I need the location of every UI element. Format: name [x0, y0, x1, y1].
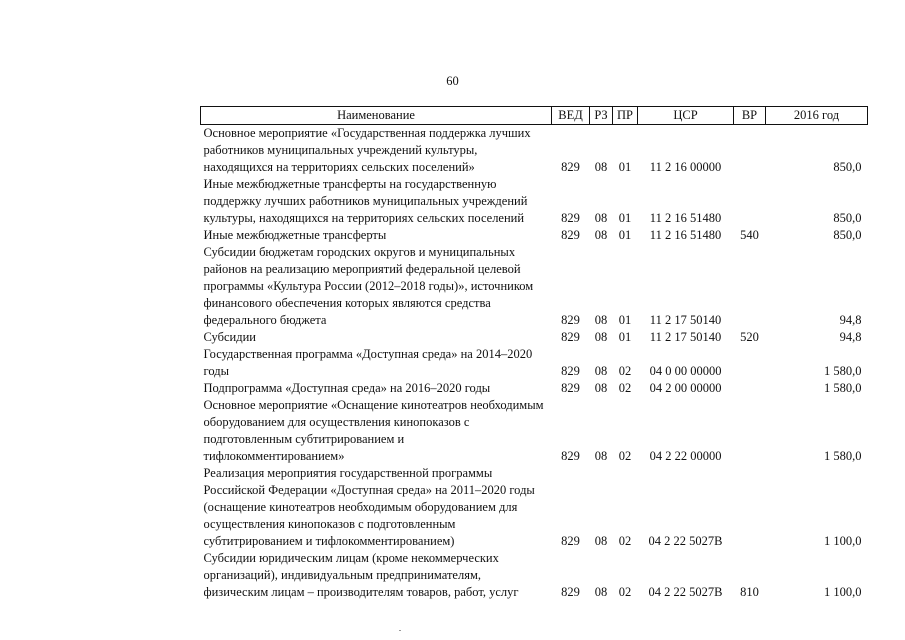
cell-pr: 02: [618, 381, 632, 395]
cell-csr: 11 2 17 50140: [649, 313, 722, 327]
cell-pr: 01: [618, 313, 632, 327]
budget-table: [200, 106, 868, 601]
cell-vr: [734, 346, 766, 380]
cell-ved: 829: [561, 534, 580, 548]
cell-ved: 829: [561, 449, 580, 463]
cell-pr: 01: [618, 211, 632, 225]
header-row: [201, 107, 868, 125]
cell-name: Субсидии: [203, 330, 256, 344]
cell-ved: 829: [561, 364, 580, 378]
cell-ved: 829: [561, 330, 580, 344]
cell-amount: 850,0: [833, 160, 862, 174]
table-row: [201, 244, 868, 329]
cell-amount: 1 100,0: [824, 534, 862, 548]
cell-rz: 08: [594, 330, 608, 344]
cell-name: Иные межбюджетные трансферты на государственную поддержку лучших работников муниципальных учреждений культуры, находящихся на территориях сельских поселений: [203, 177, 528, 225]
cell-csr: 11 2 16 51480: [649, 228, 722, 242]
table-row: [201, 397, 868, 465]
cell-name: Иные межбюджетные трансферты: [203, 228, 387, 242]
cell-amount: 850,0: [833, 228, 862, 242]
cell-csr: 11 2 17 50140: [649, 330, 722, 344]
cell-pr: 01: [618, 160, 632, 174]
header-amount: 2016 год: [766, 107, 868, 125]
cell-amount: 1 580,0: [824, 364, 862, 378]
table-row: [201, 380, 868, 397]
header-pr: ПР: [613, 107, 638, 125]
cell-amount: 1 580,0: [824, 449, 862, 463]
header-csr: ЦСР: [638, 107, 734, 125]
cell-ved: 829: [561, 228, 580, 242]
cell-rz: 08: [594, 381, 608, 395]
cell-pr: 01: [618, 330, 632, 344]
cell-amount: 1 580,0: [824, 381, 862, 395]
cell-name: Субсидии бюджетам городских округов и муниципальных районов на реализацию мероприятий федеральной целевой программы «Культура России (2012–2018 годы)», источником финансового обеспечения которых являются средства федерального бюджета: [203, 245, 534, 327]
table-row: [201, 227, 868, 244]
cell-name: Основное мероприятие «Оснащение кинотеатров необходимым оборудованием для осуществления кинопоказов с подготовленным субтитрированием и тифлокомментированием»: [203, 398, 544, 463]
header-ved: ВЕД: [552, 107, 590, 125]
table-row: [201, 465, 868, 550]
cell-name: Субсидии юридическим лицам (кроме некоммерческих организаций), индивидуальным предпринимателям, физическим лицам – производителям товаров, работ, услуг: [203, 551, 519, 599]
cell-vr: [734, 380, 766, 397]
cell-pr: 02: [618, 449, 632, 463]
cell-vr: 810: [740, 585, 759, 599]
cell-pr: 01: [618, 228, 632, 242]
cell-name: Основное мероприятие «Государственная поддержка лучших работников муниципальных учреждений культуры, находящихся на территориях сельских поселений»: [203, 126, 531, 174]
cell-vr: [734, 397, 766, 465]
cell-ved: 829: [561, 585, 580, 599]
header-rz: РЗ: [590, 107, 613, 125]
cell-amount: 94,8: [839, 313, 862, 327]
header-vr: ВР: [734, 107, 766, 125]
cell-csr: 04 2 22 00000: [649, 449, 722, 463]
header-name: Наименование: [201, 107, 552, 125]
cell-rz: 08: [594, 211, 608, 225]
cell-rz: 08: [594, 449, 608, 463]
cell-rz: 08: [594, 160, 608, 174]
cell-name: Реализация мероприятия государственной программы Российской Федерации «Доступная среда» на 2011–2020 годы (оснащение кинотеатров необходимым оборудованием для осуществления кинопоказов с подготовленным субтитрированием и тифлокомментированием): [203, 466, 535, 548]
cell-rz: 08: [594, 364, 608, 378]
cell-ved: 829: [561, 313, 580, 327]
cell-vr: 540: [740, 228, 759, 242]
cell-csr: 11 2 16 00000: [649, 160, 722, 174]
cell-pr: 02: [618, 534, 632, 548]
table-row: [201, 346, 868, 380]
cell-amount: 850,0: [833, 211, 862, 225]
cell-pr: 02: [618, 364, 632, 378]
cell-vr: [734, 176, 766, 227]
cell-csr: 04 2 00 00000: [649, 381, 722, 395]
cell-csr: 04 2 22 5027В: [648, 534, 723, 548]
cell-vr: [734, 125, 766, 177]
cell-ved: 829: [561, 211, 580, 225]
cell-rz: 08: [594, 585, 608, 599]
cell-csr: 04 0 00 00000: [649, 364, 722, 378]
cell-ved: 829: [561, 381, 580, 395]
table-body: [201, 125, 868, 602]
cell-amount: 1 100,0: [824, 585, 862, 599]
cell-amount: 94,8: [839, 330, 862, 344]
table-header: [201, 107, 868, 125]
table-row: [201, 176, 868, 227]
cell-csr: 11 2 16 51480: [649, 211, 722, 225]
table-row: [201, 329, 868, 346]
cell-csr: 04 2 22 5027В: [648, 585, 723, 599]
cell-vr: [734, 244, 766, 329]
cell-vr: 520: [740, 330, 759, 344]
page-number: 60: [446, 74, 459, 88]
table-row: [201, 550, 868, 601]
scan-speck: [399, 630, 401, 631]
table-row: [201, 125, 868, 177]
cell-rz: 08: [594, 534, 608, 548]
cell-name: Государственная программа «Доступная среда» на 2014–2020 годы: [203, 347, 533, 378]
cell-rz: 08: [594, 228, 608, 242]
cell-pr: 02: [618, 585, 632, 599]
cell-rz: 08: [594, 313, 608, 327]
cell-vr: [734, 465, 766, 550]
cell-ved: 829: [561, 160, 580, 174]
cell-name: Подпрограмма «Доступная среда» на 2016–2020 годы: [203, 381, 491, 395]
